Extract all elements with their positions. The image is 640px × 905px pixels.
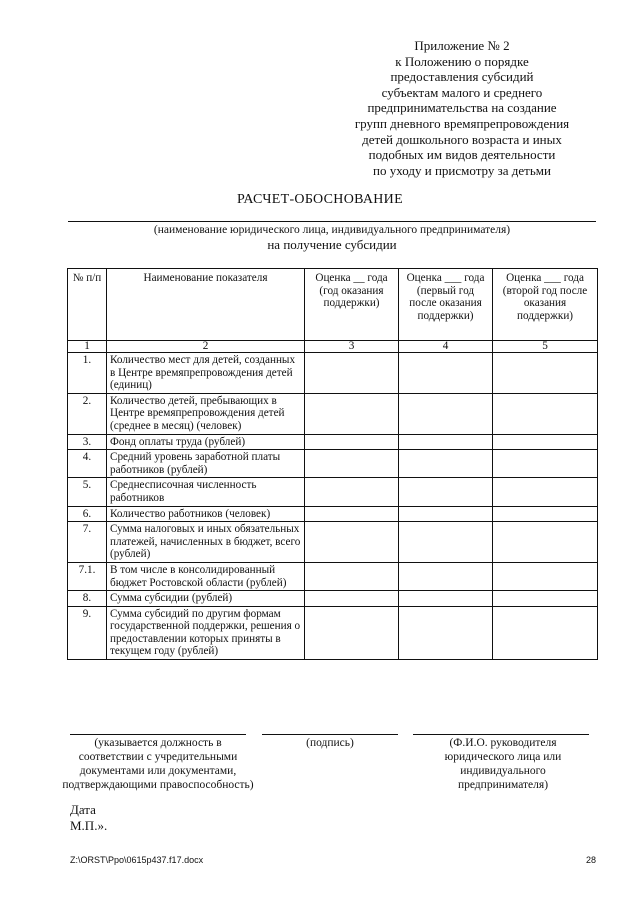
value-cell[interactable]: [305, 591, 399, 607]
column-number-row: [68, 341, 598, 353]
header-year-first: Оценка ___ года (первый год после оказания поддержки): [399, 269, 493, 341]
value-cell[interactable]: [305, 562, 399, 590]
row-number: 2.: [68, 393, 107, 434]
table-row: [68, 450, 598, 478]
stamp-label: М.П.».: [70, 818, 108, 833]
column-number: 5: [493, 341, 598, 353]
table-row: [68, 393, 598, 434]
table-row: [68, 478, 598, 506]
full-name-caption: (Ф.И.О. руководителя юридического лица или индивидуального предпринимателя): [444, 737, 562, 791]
row-indicator: Фонд оплаты труда (рублей): [107, 434, 305, 450]
value-cell[interactable]: [399, 434, 493, 450]
row-number: 7.1.: [68, 562, 107, 590]
table-row: [68, 434, 598, 450]
header-number: № п/п: [68, 269, 107, 341]
value-cell[interactable]: [305, 393, 399, 434]
row-indicator: Количество мест для детей, созданных в Центре времяпрепровождения детей (единиц): [107, 353, 305, 394]
table-row: [68, 562, 598, 590]
appendix-line: Приложение № 2: [414, 38, 510, 53]
value-cell[interactable]: [305, 522, 399, 563]
value-cell[interactable]: [305, 353, 399, 394]
row-indicator: Сумма субсидий по другим формам государственной поддержки, решения о предоставлении которых приняты в текущем году (рублей): [107, 606, 305, 659]
document-title: РАСЧЕТ-ОБОСНОВАНИЕ: [237, 192, 403, 207]
row-indicator: Среднесписочная численность работников: [107, 478, 305, 506]
value-cell[interactable]: [493, 506, 598, 522]
row-number: 6.: [68, 506, 107, 522]
column-number: 1: [68, 341, 107, 353]
table-row: [68, 591, 598, 607]
table-row: [68, 353, 598, 394]
appendix-line: по уходу и присмотру за детьми: [373, 162, 551, 178]
full-name-signature-line: [413, 734, 589, 735]
value-cell[interactable]: [493, 353, 598, 394]
value-cell[interactable]: [493, 434, 598, 450]
applicant-name-line: [68, 221, 596, 222]
value-cell[interactable]: [399, 522, 493, 563]
row-number: 8.: [68, 591, 107, 607]
column-number: 4: [399, 341, 493, 353]
value-cell[interactable]: [493, 522, 598, 563]
row-number: 3.: [68, 434, 107, 450]
header-indicator: Наименование показателя: [107, 269, 305, 341]
column-number: 2: [107, 341, 305, 353]
appendix-line: подобных им видов деятельности: [368, 147, 556, 163]
appendix-line: к Положению о порядке: [395, 53, 529, 69]
table-row: [68, 506, 598, 522]
column-number: 3: [305, 341, 399, 353]
value-cell[interactable]: [399, 562, 493, 590]
value-cell[interactable]: [399, 506, 493, 522]
appendix-header: [330, 38, 594, 178]
appendix-line: предпринимательства на создание: [367, 100, 557, 116]
row-number: 7.: [68, 522, 107, 563]
value-cell[interactable]: [305, 478, 399, 506]
header-year-second: Оценка ___ года (второй год после оказания поддержки): [493, 269, 598, 341]
table-header-row: [68, 269, 598, 341]
appendix-line: субъектам малого и среднего: [381, 84, 543, 100]
value-cell[interactable]: [305, 506, 399, 522]
row-indicator: Количество детей, пребывающих в Центре времяпрепровождения детей (среднее в месяц) (человек): [107, 393, 305, 434]
row-number: 9.: [68, 606, 107, 659]
row-number: 1.: [68, 353, 107, 394]
position-signature-line: [70, 734, 246, 735]
purpose-line: на получение субсидии: [267, 237, 397, 252]
calculation-table: [67, 268, 598, 660]
table-row: [68, 606, 598, 659]
row-number: 5.: [68, 478, 107, 506]
header-year-support: Оценка __ года (год оказания поддержки): [305, 269, 399, 341]
appendix-line: предоставления субсидий: [390, 69, 534, 85]
footer-file-path: Z:\ORST\Ppo\0615p437.f17.docx: [70, 855, 204, 865]
value-cell[interactable]: [399, 450, 493, 478]
row-indicator: Средний уровень заработной платы работников (рублей): [107, 450, 305, 478]
value-cell[interactable]: [399, 393, 493, 434]
value-cell[interactable]: [399, 478, 493, 506]
appendix-line: детей дошкольного возраста и иных: [362, 131, 562, 147]
value-cell[interactable]: [493, 591, 598, 607]
value-cell[interactable]: [399, 606, 493, 659]
value-cell[interactable]: [493, 393, 598, 434]
signature-line: [262, 734, 398, 735]
value-cell[interactable]: [305, 606, 399, 659]
value-cell[interactable]: [493, 606, 598, 659]
appendix-line: групп дневного времяпрепровождения: [354, 115, 570, 131]
value-cell[interactable]: [305, 450, 399, 478]
value-cell[interactable]: [493, 562, 598, 590]
row-indicator: В том числе в консолидированный бюджет Ростовской области (рублей): [107, 562, 305, 590]
table-row: [68, 522, 598, 563]
applicant-name-caption: (наименование юридического лица, индивидуального предпринимателя): [153, 224, 511, 236]
value-cell[interactable]: [399, 591, 493, 607]
value-cell[interactable]: [493, 450, 598, 478]
value-cell[interactable]: [399, 353, 493, 394]
row-indicator: Количество работников (человек): [107, 506, 305, 522]
date-label: Дата: [70, 802, 96, 817]
signature-caption: (подпись): [306, 737, 354, 749]
value-cell[interactable]: [305, 434, 399, 450]
page-number: 28: [585, 855, 596, 865]
row-indicator: Сумма субсидии (рублей): [107, 591, 305, 607]
row-number: 4.: [68, 450, 107, 478]
value-cell[interactable]: [493, 478, 598, 506]
row-indicator: Сумма налоговых и иных обязательных платежей, начисленных в бюджет, всего (рублей): [107, 522, 305, 563]
position-caption: (указывается должность в соответствии с учредительными документами или документами, подтверждающими правоспособность): [62, 737, 254, 791]
